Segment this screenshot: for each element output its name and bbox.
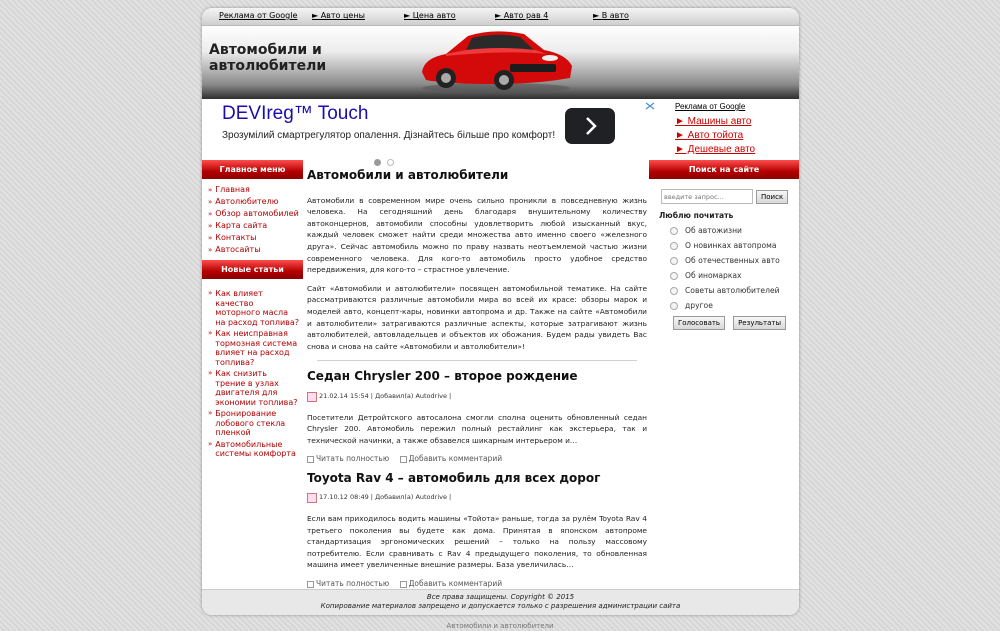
menu-item-label: Карта сайта <box>215 221 268 230</box>
article-link-label: Как влияет качество моторного масла на расход топлива? <box>215 289 300 327</box>
chevron-right-icon: » <box>208 234 213 242</box>
menu-item-label: Обзор автомобилей <box>215 209 299 218</box>
poll-option[interactable] <box>670 301 799 310</box>
chevron-right-icon: » <box>208 329 213 337</box>
poll-option[interactable] <box>670 271 799 280</box>
intro-paragraph: Автомобили в современном мире очень сильно проникли в повседневную жизнь человека. На сегодняшний день благодаря внушительному количеству автоконцернов, автомобили способны удовлетворить любой изысканный вкус, каждый человек сможет найти среди множества авто именно своего «железного друга». Сейчас автомобиль можно по праву назвать неотъемлемой частью жизни современного человека. Для кого-то автомобиль просто удобное средство передвижения, для кого-то – страстное увлечение. <box>307 195 647 275</box>
new-articles-list <box>202 279 303 465</box>
add-comment-link[interactable] <box>400 578 503 590</box>
article-link[interactable] <box>208 369 299 407</box>
footer-copyright: Все права защищены. Copyright © 2015 <box>426 593 575 601</box>
site-header <box>202 26 799 99</box>
chevron-right-icon <box>565 108 615 144</box>
poll-option[interactable] <box>670 286 799 295</box>
top-link-cena-avto[interactable]: ► Цена авто <box>404 11 456 20</box>
add-comment-link[interactable] <box>400 453 503 465</box>
poll-option-label: Советы автолюбителей <box>685 286 780 295</box>
divider <box>317 360 637 361</box>
main-content <box>307 160 647 598</box>
menu-item[interactable] <box>208 196 303 208</box>
menu-item-label: Контакты <box>215 233 257 242</box>
main-menu-heading: Главное меню <box>202 160 303 179</box>
radio-button[interactable] <box>670 272 678 280</box>
article-link-label: Как неисправная тормозная система влияет на расход топлива? <box>215 329 298 367</box>
poll-option-label: Об иномарках <box>685 271 742 280</box>
poll-option[interactable] <box>670 226 799 235</box>
chevron-right-icon: » <box>208 186 213 194</box>
search-form <box>661 189 799 204</box>
poll-option[interactable] <box>670 241 799 250</box>
ad-description[interactable]: Зрозумілий смартрегулятор опалення. Дізнайтесь більше про комфорт! <box>222 130 556 141</box>
post-meta <box>307 492 647 504</box>
article-link[interactable] <box>208 409 299 438</box>
chevron-right-icon: » <box>208 222 213 230</box>
chevron-right-icon: » <box>208 246 213 254</box>
radio-button[interactable] <box>670 302 678 310</box>
top-ad-label[interactable]: Реклама от Google <box>219 11 298 20</box>
radio-button[interactable] <box>670 242 678 250</box>
footer-notice: Копирование материалов запрещено и допускается только с разрешения администрации сайта <box>320 602 681 610</box>
new-articles-heading: Новые статьи <box>202 260 303 279</box>
post-title[interactable]: Седан Chrysler 200 – второе рождение <box>307 369 578 384</box>
right-ad-link[interactable]: ► Машины авто <box>675 116 752 127</box>
vote-button[interactable]: Голосовать <box>673 316 725 330</box>
chevron-right-icon: » <box>208 210 213 218</box>
menu-item-label: Главная <box>215 185 250 194</box>
ad-title[interactable]: DEVIreg™ Touch <box>222 103 369 124</box>
radio-button[interactable] <box>670 257 678 265</box>
bottom-caption: Автомобили и автолюбители <box>446 622 554 630</box>
poll-option-label: О новинках автопрома <box>685 241 777 250</box>
post-links <box>307 453 647 465</box>
post-links <box>307 578 647 590</box>
plus-icon <box>307 581 314 588</box>
menu-item[interactable] <box>208 184 303 196</box>
page-container <box>202 8 799 615</box>
menu-item[interactable] <box>208 208 303 220</box>
calendar-icon <box>307 392 317 402</box>
search-heading: Поиск на сайте <box>649 160 799 179</box>
menu-item-label: Автосайты <box>215 245 261 254</box>
post-excerpt: Посетители Детройтского автосалона смогли сполна оценить обновленный седан Chrysler 200. Автомобиль пережил полный рестайлинг как экстерьера, так и технической начинки, а также обзавелся шикарным интерьером и… <box>307 412 647 445</box>
left-sidebar <box>202 160 303 465</box>
top-link-avto-ceny[interactable]: ► Авто цены <box>312 11 365 20</box>
menu-item[interactable] <box>208 244 303 256</box>
right-ad-link[interactable]: ► Авто тойота <box>675 130 744 141</box>
article-link-label: Автомобильные системы комфорта <box>215 439 296 458</box>
post-title[interactable]: Toyota Rav 4 – автомобиль для всех дорог <box>307 470 601 485</box>
radio-button[interactable] <box>670 227 678 235</box>
article-link[interactable] <box>208 289 299 327</box>
post-meta <box>307 391 647 403</box>
post-excerpt: Если вам приходилось водить машины «Тойота» раньше, тогда за рулём Toyota Rav 4 третьего поколения вы будете как дома. Принятая в японском автопроме стандартизация эргономических решений – только на пользу массовому потребителю. Если сравнивать с Rav 4 предыдущего поколения, то обновленная машина имеет увеличенные внешние размеры. База увеличилась… <box>307 514 647 570</box>
radio-button[interactable] <box>670 287 678 295</box>
comment-icon <box>400 581 407 588</box>
ad-arrow-button[interactable] <box>565 108 615 144</box>
article-link[interactable] <box>208 440 299 459</box>
page-title: Автомобили и автолюбители <box>307 168 509 182</box>
chevron-right-icon: » <box>208 369 213 377</box>
ad-choices-icon[interactable] <box>645 102 655 110</box>
article-link[interactable] <box>208 329 299 367</box>
article-link-label: Как снизить трение в узлах двигателя для экономии топлива? <box>215 369 298 407</box>
top-link-avto-rav4[interactable]: ► Авто рав 4 <box>495 11 549 20</box>
add-comment-label: Добавить комментарий <box>408 454 503 464</box>
right-ad-link[interactable]: ► Дешевые авто <box>675 144 756 155</box>
read-more-link[interactable] <box>307 578 389 590</box>
post-meta-text: 17.10.12 08:49 | Добавил(а) Autodrive | <box>319 493 452 502</box>
read-more-label: Читать полностью <box>316 579 390 589</box>
right-ads-heading[interactable]: Реклама от Google <box>675 102 746 111</box>
intro-paragraph: Сайт «Автомобили и автолюбители» посвящен автомобильной тематике. На сайте рассматриваются различные автомобили мира во всей их красе: обзоры марок и моделей авто, концепт-кары, новинки автопрома и др. Также на сайте «Автомобили и автолюбители» затрагиваются различные аспекты, которые затрагивают жизнь автолюбителей, автовладельцев и объектов их обожания. Будем рады увидеть Вас снова и снова на сайте «Автомобили и автолюбители»! <box>307 283 647 351</box>
add-comment-label: Добавить комментарий <box>408 579 503 589</box>
post <box>307 470 647 590</box>
chevron-right-icon: » <box>208 289 213 297</box>
ad-banner[interactable] <box>202 99 799 159</box>
post-meta-text: 21.02.14 15:54 | Добавил(а) Autodrive | <box>319 391 452 400</box>
comment-icon <box>400 456 407 463</box>
poll-option-label: Об автожизни <box>685 226 742 235</box>
calendar-icon <box>307 493 317 503</box>
chevron-right-icon: » <box>208 409 213 417</box>
poll-option-label: Об отечественных авто <box>685 256 780 265</box>
poll-heading: Люблю почитать <box>659 211 734 220</box>
site-title[interactable]: Автомобили и автолюбители <box>209 42 327 74</box>
right-sidebar <box>649 160 799 330</box>
poll-buttons <box>673 316 799 330</box>
chevron-right-icon: » <box>208 198 213 206</box>
menu-item-label: Автолюбителю <box>215 197 279 206</box>
chevron-right-icon: » <box>208 439 213 448</box>
results-button[interactable]: Результаты <box>733 316 786 330</box>
top-link-v-avto[interactable]: ► В авто <box>593 11 629 20</box>
poll-option-label: другое <box>685 301 713 310</box>
search-input[interactable] <box>661 189 753 204</box>
menu-item[interactable] <box>208 220 303 232</box>
plus-icon <box>307 456 314 463</box>
menu-item[interactable] <box>208 232 303 244</box>
site-footer <box>202 589 799 615</box>
article-link-label: Бронирование лобового стекла пленкой <box>215 409 286 437</box>
main-menu <box>202 179 303 260</box>
right-google-ads <box>675 102 795 157</box>
read-more-label: Читать полностью <box>316 454 390 464</box>
red-car-image <box>416 24 576 94</box>
poll-option[interactable] <box>670 256 799 265</box>
post <box>307 371 647 465</box>
search-button[interactable]: Поиск <box>756 190 788 204</box>
read-more-link[interactable] <box>307 453 389 465</box>
